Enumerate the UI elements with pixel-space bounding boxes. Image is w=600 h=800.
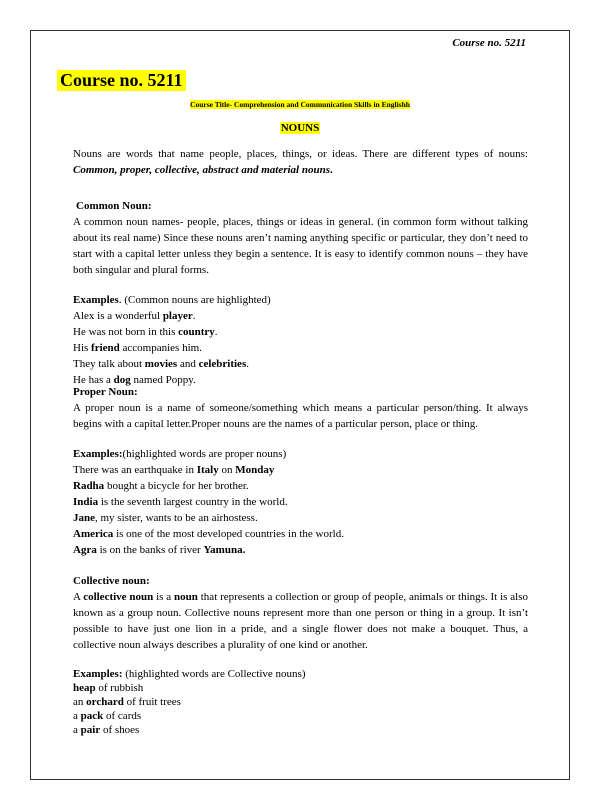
proper-noun-heading: Proper Noun:: [73, 386, 138, 398]
common-noun-section: [73, 198, 528, 388]
collective-examples-label: Examples: (highlighted words are Collective nouns): [73, 668, 306, 680]
common-noun-paragraph: A common noun names- people, places, things or ideas in general. (in common form without talking about its real name) Since these nouns aren’t naming anything specific or particular, they don’t need to start with a capital letter unless they begin a sentence. It is easy to identify common nouns – they have both singular and plural forms.: [73, 216, 528, 276]
list-item: India is the seventh largest country in the world.: [73, 496, 288, 508]
list-item: America is one of the most developed countries in the world.: [73, 528, 344, 540]
list-item: His friend accompanies him.: [73, 342, 202, 354]
collective-noun-heading: Collective noun:: [73, 575, 150, 587]
course-number-title: Course no. 5211: [57, 70, 186, 91]
proper-noun-section: [73, 384, 528, 558]
list-item: They talk about movies and celebrities.: [73, 358, 249, 370]
common-examples-label: Examples. (Common nouns are highlighted): [73, 294, 271, 306]
proper-noun-paragraph: A proper noun is a name of someone/something which means a particular person/thing. It always begins with a capital letter.Proper nouns are the names of a particular person, place or thing.: [73, 402, 528, 430]
list-item: a pack of cards: [73, 710, 142, 722]
list-item: Radha bought a bicycle for her brother.: [73, 480, 249, 492]
course-subtitle-text: Course Title- Comprehension and Communication Skills in Englishh: [190, 100, 410, 109]
collective-noun-paragraph: A collective noun is a noun that represents a collection or group of people, animals or things. It is also known as a group noun. Collective nouns represent more than one person or thing in a group. It isn’t possible to have just one lion in a pride, and a single flower does not make a bouquet. Thus, a collective noun always describes a plurality of one kind or another.: [73, 591, 528, 651]
list-item: a pair of shoes: [73, 724, 140, 736]
proper-examples-label: Examples:(highlighted words are proper nouns): [73, 448, 287, 460]
course-subtitle: [0, 100, 600, 109]
running-header: Course no. 5211: [452, 37, 526, 49]
intro-text: Nouns are words that name people, places, things, or ideas. There are different types of nouns:: [73, 148, 528, 160]
list-item: heap of rubbish: [73, 682, 144, 694]
list-item: He has a dog named Poppy.: [73, 374, 196, 386]
intro-paragraph: [73, 146, 528, 178]
list-item: Jane, my sister, wants to be an airhostess.: [73, 512, 258, 524]
intro-types: Common, proper, collective, abstract and material nouns: [73, 164, 330, 176]
list-item: He was not born in this country.: [73, 326, 218, 338]
common-noun-heading: Common Noun:: [76, 200, 152, 212]
collective-noun-section: [73, 573, 528, 737]
intro-end: .: [330, 164, 333, 176]
list-item: an orchard of fruit trees: [73, 696, 181, 708]
section-heading: [0, 122, 600, 134]
list-item: There was an earthquake in Italy on Monday: [73, 464, 275, 476]
section-heading-text: NOUNS: [280, 122, 320, 134]
list-item: Alex is a wonderful player.: [73, 310, 196, 322]
list-item: Agra is on the banks of river Yamuna.: [73, 544, 246, 556]
